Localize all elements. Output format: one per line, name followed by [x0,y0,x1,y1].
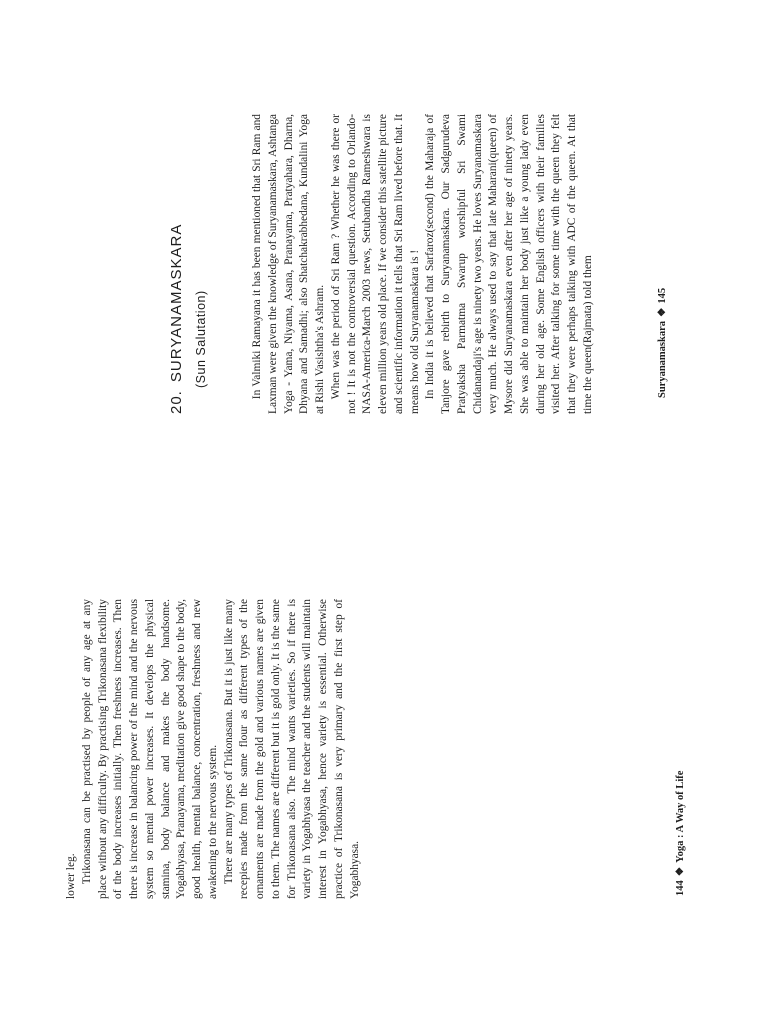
paragraph: In Valmiki Ramayana it has been mentioned that Sri Ram and Laxman were given the knowledge of Suryanamaskara, Ashtanga Yoga - Yama, Niyama, Asana, Pranayama, Pratyahara, Dharna, Dhyana and Samadhi; also Shatchakrabhedana, Kundalini Yoga at Rishi Vasishtha's Ashram. [251,114,326,414]
left-page-text [64,599,363,899]
left-page [0,512,768,1024]
paragraph: In India it is believed that Sarfaroz(second) the Maharaja of Tanjore gave rebirth to Suryanamaskara. Our Sadgurudeva Pratyaksha Parmatma Swarup worshipful Sri Swami Chidanandaji's age is ninety two years. He loves Suryanamaskara very much. He always used to say that late Maharani(queen) of Mysore did Suryanamaskara even after her age of ninety years. She was able to maintain her body just like a young lady even during her old age. Some English officers with their families visited her. After talking for some time with the queen they felt that they were perhaps talking with ADC of the queen. At that time the queen(Rajmata) told them [424,114,594,414]
paragraph: When was the period of Sri Ram ? Whether he was there or not ! It is not the controversial question. According to Orlando-NASA-America-March 2003 news, Setubandha Rameshwara is eleven million years old place. If we consider this satellite picture and scientific information it tells that Sri Ram lived before that. It means how old Suryanamaskara is ! [329,114,421,414]
right-page-footer [656,288,668,398]
chapter-heading [168,224,185,414]
running-title: Suryanamaskara [657,320,668,398]
ornament-separator: ❖ [657,307,668,317]
left-page-footer [674,771,686,896]
paragraph: Trikonasana can be practised by people of any age at any place without any difficulty. By practising Trikonasana flexibility of the body increases initially. Then freshness increases. Then there is increase in balancing power of the mind and the nervous system so mental power increases. It develops the physical stamina, body balance and makes the body handsome. Yogabhyasa, Pranayama, meditation give good shape to the body, good health, mental balance, concentration, freshness and new awakening to the nervous system. [80,599,219,899]
chapter-number: 20. [168,390,185,414]
chapter-title: SURYANAMASKARA [168,223,185,383]
ornament-separator: ❖ [675,866,686,877]
page-number: 145 [657,287,668,304]
paragraph: There are many types of Trikonasana. But it is just like many recepies made from the same flour as different types of the ornaments are made from the gold and various names are given to them. The names are different but it is gold only. It is the same for Trikonasana also. The mind wants varieties. So if there is variety in Yogabhyasa the teacher and the students will maintain interest in Yogabhyasa, hence variety is essential. Otherwise practice of Trikonasana is very primary and the first step of Yogabhyasa. [222,599,361,899]
right-page-text [250,114,597,414]
running-title: Yoga : A Way of Life [675,770,686,863]
paragraph: lower leg. [65,853,77,899]
chapter-subtitle: (Sun Salutation) [194,290,208,388]
page-number: 144 [675,880,686,896]
